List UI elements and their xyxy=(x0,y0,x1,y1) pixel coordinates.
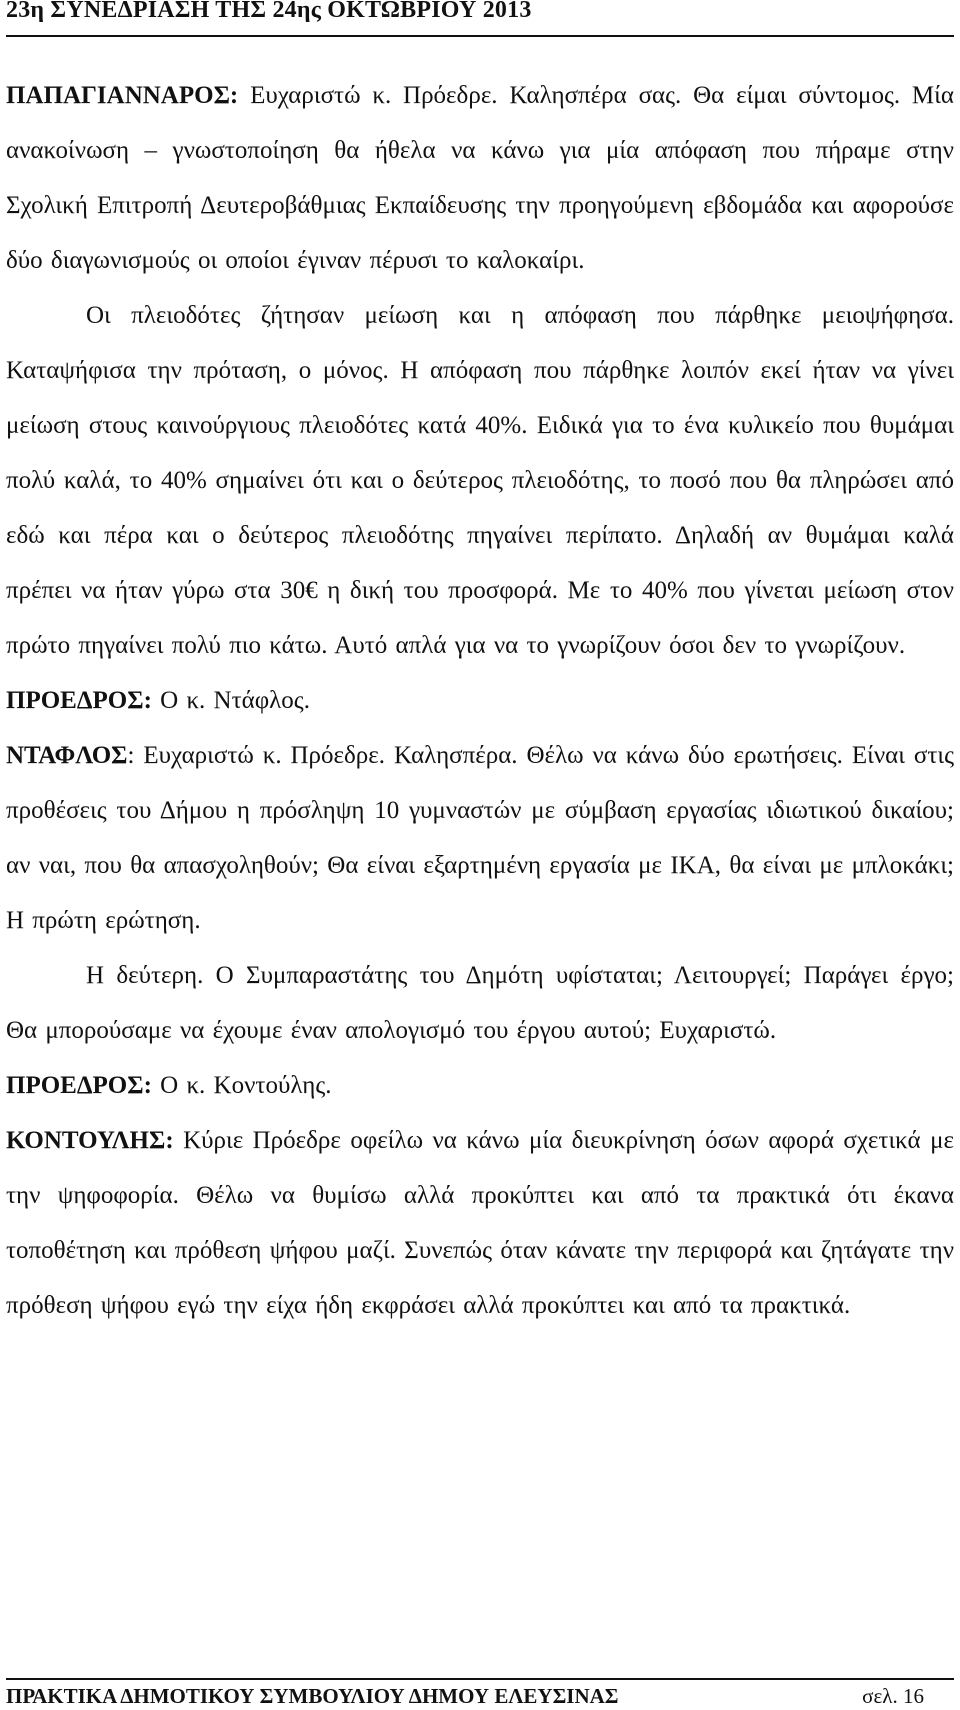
header-divider xyxy=(6,35,954,37)
paragraph-text: : Ευχαριστώ κ. Πρόεδρε. Καλησπέρα. Θέλω να κάνω δύο ερωτήσεις. Είναι στις προθέσεις του Δήμου η πρόσληψη 10 γυμναστών με σύμβαση εργασίας ιδιωτικού δικαίου; αν ναι, που θα απασχοληθούν; Θα είναι εξαρτημένη εργασία με ΙΚΑ, θα είναι με μπλοκάκι; Η πρώτη ερώτηση. xyxy=(6,742,954,934)
speaker-label: ΠΡΟΕΔΡΟΣ: xyxy=(6,687,152,714)
footer-divider xyxy=(6,1678,954,1680)
page-number: σελ. 16 xyxy=(862,1684,924,1708)
page-header xyxy=(6,0,954,28)
paragraph-ntaflos-continued xyxy=(6,948,954,1058)
speaker-label: ΝΤΑΦΛΟΣ xyxy=(6,742,128,769)
paragraph-text: Ο κ. Ντάφλος. xyxy=(151,687,310,714)
paragraph-president xyxy=(6,673,954,728)
page-footer xyxy=(6,1684,954,1710)
paragraph-papagiannaros-continued xyxy=(6,288,954,673)
speaker-label: ΠΑΠΑΓΙΑΝΝΑΡΟΣ: xyxy=(6,82,239,109)
paragraph-text: Ο κ. Κοντούλης. xyxy=(151,1072,332,1099)
paragraph-text: Οι πλειοδότες ζήτησαν μείωση και η απόφαση που πάρθηκε μειοψήφησα. Καταψήφισα την πρόταση, ο μόνος. Η απόφαση που πάρθηκε λοιπόν εκεί ήταν να γίνει μείωση στους καινούργιους πλειοδότες κατά 40%. Ειδικά για το ένα κυλικείο που θυμάμαι πολύ καλά, το 40% σημαίνει ότι και ο δεύτερος πλειοδότης, το ποσό που θα πληρώσει από εδώ και πέρα και ο δεύτερος πλειοδότης πηγαίνει περίπατο. Δηλαδή αν θυμάμαι καλά πρέπει να ήταν γύρω στα 30€ η δική του προσφορά. Με το 40% που γίνεται μείωση στον πρώτο πηγαίνει πολύ πιο κάτω. Αυτό απλά για να το γνωρίζουν όσοι δεν το γνωρίζουν. xyxy=(6,302,954,659)
paragraph-ntaflos xyxy=(6,728,954,948)
paragraph-president xyxy=(6,1058,954,1113)
footer-document-title: ΠΡΑΚΤΙΚΑ ΔΗΜΟΤΙΚΟΥ ΣΥΜΒΟΥΛΙΟΥ ΔΗΜΟΥ ΕΛΕΥΣΙΝΑΣ xyxy=(6,1684,619,1708)
paragraph-text: Η δεύτερη. Ο Συμπαραστάτης του Δημότη υφίσταται; Λειτουργεί; Παράγει έργο; Θα μπορούσαμε να έχουμε έναν απολογισμό του έργου αυτού; Ευχαριστώ. xyxy=(6,962,954,1044)
session-title: 23η ΣΥΝΕΔΡΙΑΣΗ ΤΗΣ 24ης ΟΚΤΩΒΡΙΟΥ 2013 xyxy=(6,0,532,23)
paragraph-kontoulis xyxy=(6,1113,954,1333)
minutes-body xyxy=(6,68,954,1333)
speaker-label: ΠΡΟΕΔΡΟΣ: xyxy=(6,1072,152,1099)
speaker-label: ΚΟΝΤΟΥΛΗΣ: xyxy=(6,1127,174,1154)
paragraph-text: Κύριε Πρόεδρε οφείλω να κάνω μία διευκρίνηση όσων αφορά σχετικά με την ψηφοφορία. Θέλω να θυμίσω αλλά προκύπτει και από τα πρακτικά ότι έκανα τοποθέτηση και πρόθεση ψήφου μαζί. Συνεπώς όταν κάνατε την περιφορά και ζητάγατε την πρόθεση ψήφου εγώ την είχα ήδη εκφράσει αλλά προκύπτει και από τα πρακτικά. xyxy=(6,1127,954,1319)
paragraph-text: Ευχαριστώ κ. Πρόεδρε. Καλησπέρα σας. Θα είμαι σύντομος. Μία ανακοίνωση – γνωστοποίηση θα ήθελα να κάνω για μία απόφαση που πήραμε στην Σχολική Επιτροπή Δευτεροβάθμιας Εκπαίδευσης την προηγούμενη εβδομάδα και αφορούσε δύο διαγωνισμούς οι οποίοι έγιναν πέρυσι το καλοκαίρι. xyxy=(6,82,954,274)
paragraph-papagiannaros xyxy=(6,68,954,288)
